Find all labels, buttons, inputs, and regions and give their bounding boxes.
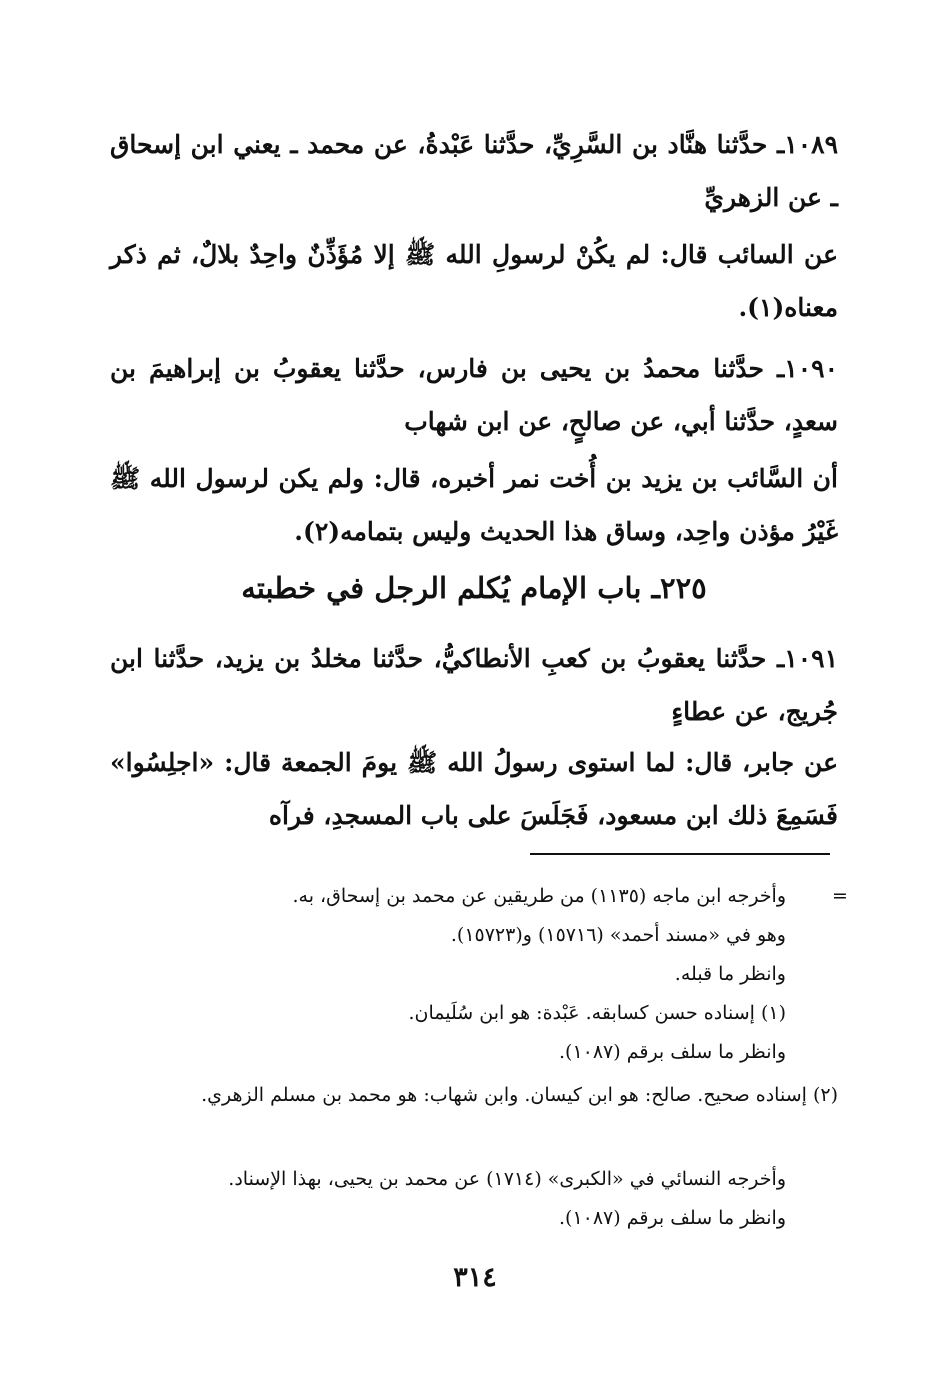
page-number: ٣١٤ [453, 1262, 497, 1293]
footnote-line: وانظر ما قبله. [674, 963, 786, 985]
hadith-1091-matn: عن جابر، قال: لما استوى رسولُ الله ﷺ يومَ الجمعة قال: «اجلِسُوا» فَسَمِعَ ذلك ابن مسعود، فَجَلَسَ على باب المسجدِ، فرآه [110, 748, 838, 830]
footnote-line: وانظر ما سلف برقم (١٠٨٧). [558, 1041, 786, 1063]
footnote-continuation-mark: = [832, 885, 848, 907]
hadith-1091-chain: ١٠٩١ـ حدَّثنا يعقوبُ بن كعبِ الأنطاكيُّ، حدَّثنا مخلدُ بن يزيد، حدَّثنا ابن جُريج، عن عطاءٍ [110, 644, 838, 726]
footnote-line: وأخرجه النسائي في «الكبرى» (١٧١٤) عن محمد بن يحيى، بهذا الإسناد. [228, 1168, 786, 1190]
hadith-1089-chain: ١٠٨٩ـ حدَّثنا هنَّاد بن السَّرِيِّ، حدَّثنا عَبْدةُ، عن محمد ـ يعني ابن إسحاق ـ عن الزهريِّ [110, 130, 838, 212]
footnote-divider [530, 853, 830, 855]
hadith-1090-matn: أن السَّائب بن يزيد بن أُخت نمر أخبره، قال: ولم يكن لرسول الله ﷺ غَيْرُ مؤذن واحِد، وساق هذا الحديث وليس بتمامه(٢). [110, 464, 838, 546]
footnote-line: وأخرجه ابن ماجه (١١٣٥) من طريقين عن محمد بن إسحاق، به. [292, 885, 786, 907]
footnote-line: وانظر ما سلف برقم (١٠٨٧). [558, 1207, 786, 1229]
footnote-line: وهو في «مسند أحمد» (١٥٧١٦) و(١٥٧٢٣). [450, 924, 786, 946]
footnote-2: (٢) إسناده صحيح. صالح: هو ابن كيسان. وابن شهاب: هو محمد بن مسلم الزهري. [201, 1084, 838, 1106]
footnote-1: (١) إسناده حسن كسابقه. عَبْدة: هو ابن سُلَيمان. [408, 1002, 786, 1024]
hadith-1090-chain: ١٠٩٠ـ حدَّثنا محمدُ بن يحيى بن فارس، حدَّثنا يعقوبُ بن إبراهيمَ بن سعدٍ، حدَّثنا أبي، عن صالحٍ، عن ابن شهاب [110, 354, 838, 436]
chapter-heading: ٢٢٥ـ باب الإمام يُكلم الرجل في خطبته [241, 571, 707, 605]
hadith-1089-matn: عن السائب قال: لم يكُنْ لرسولِ الله ﷺ إلا مُؤَذِّنٌ واحِدٌ بلالٌ، ثم ذكر معناه(١). [110, 240, 838, 322]
